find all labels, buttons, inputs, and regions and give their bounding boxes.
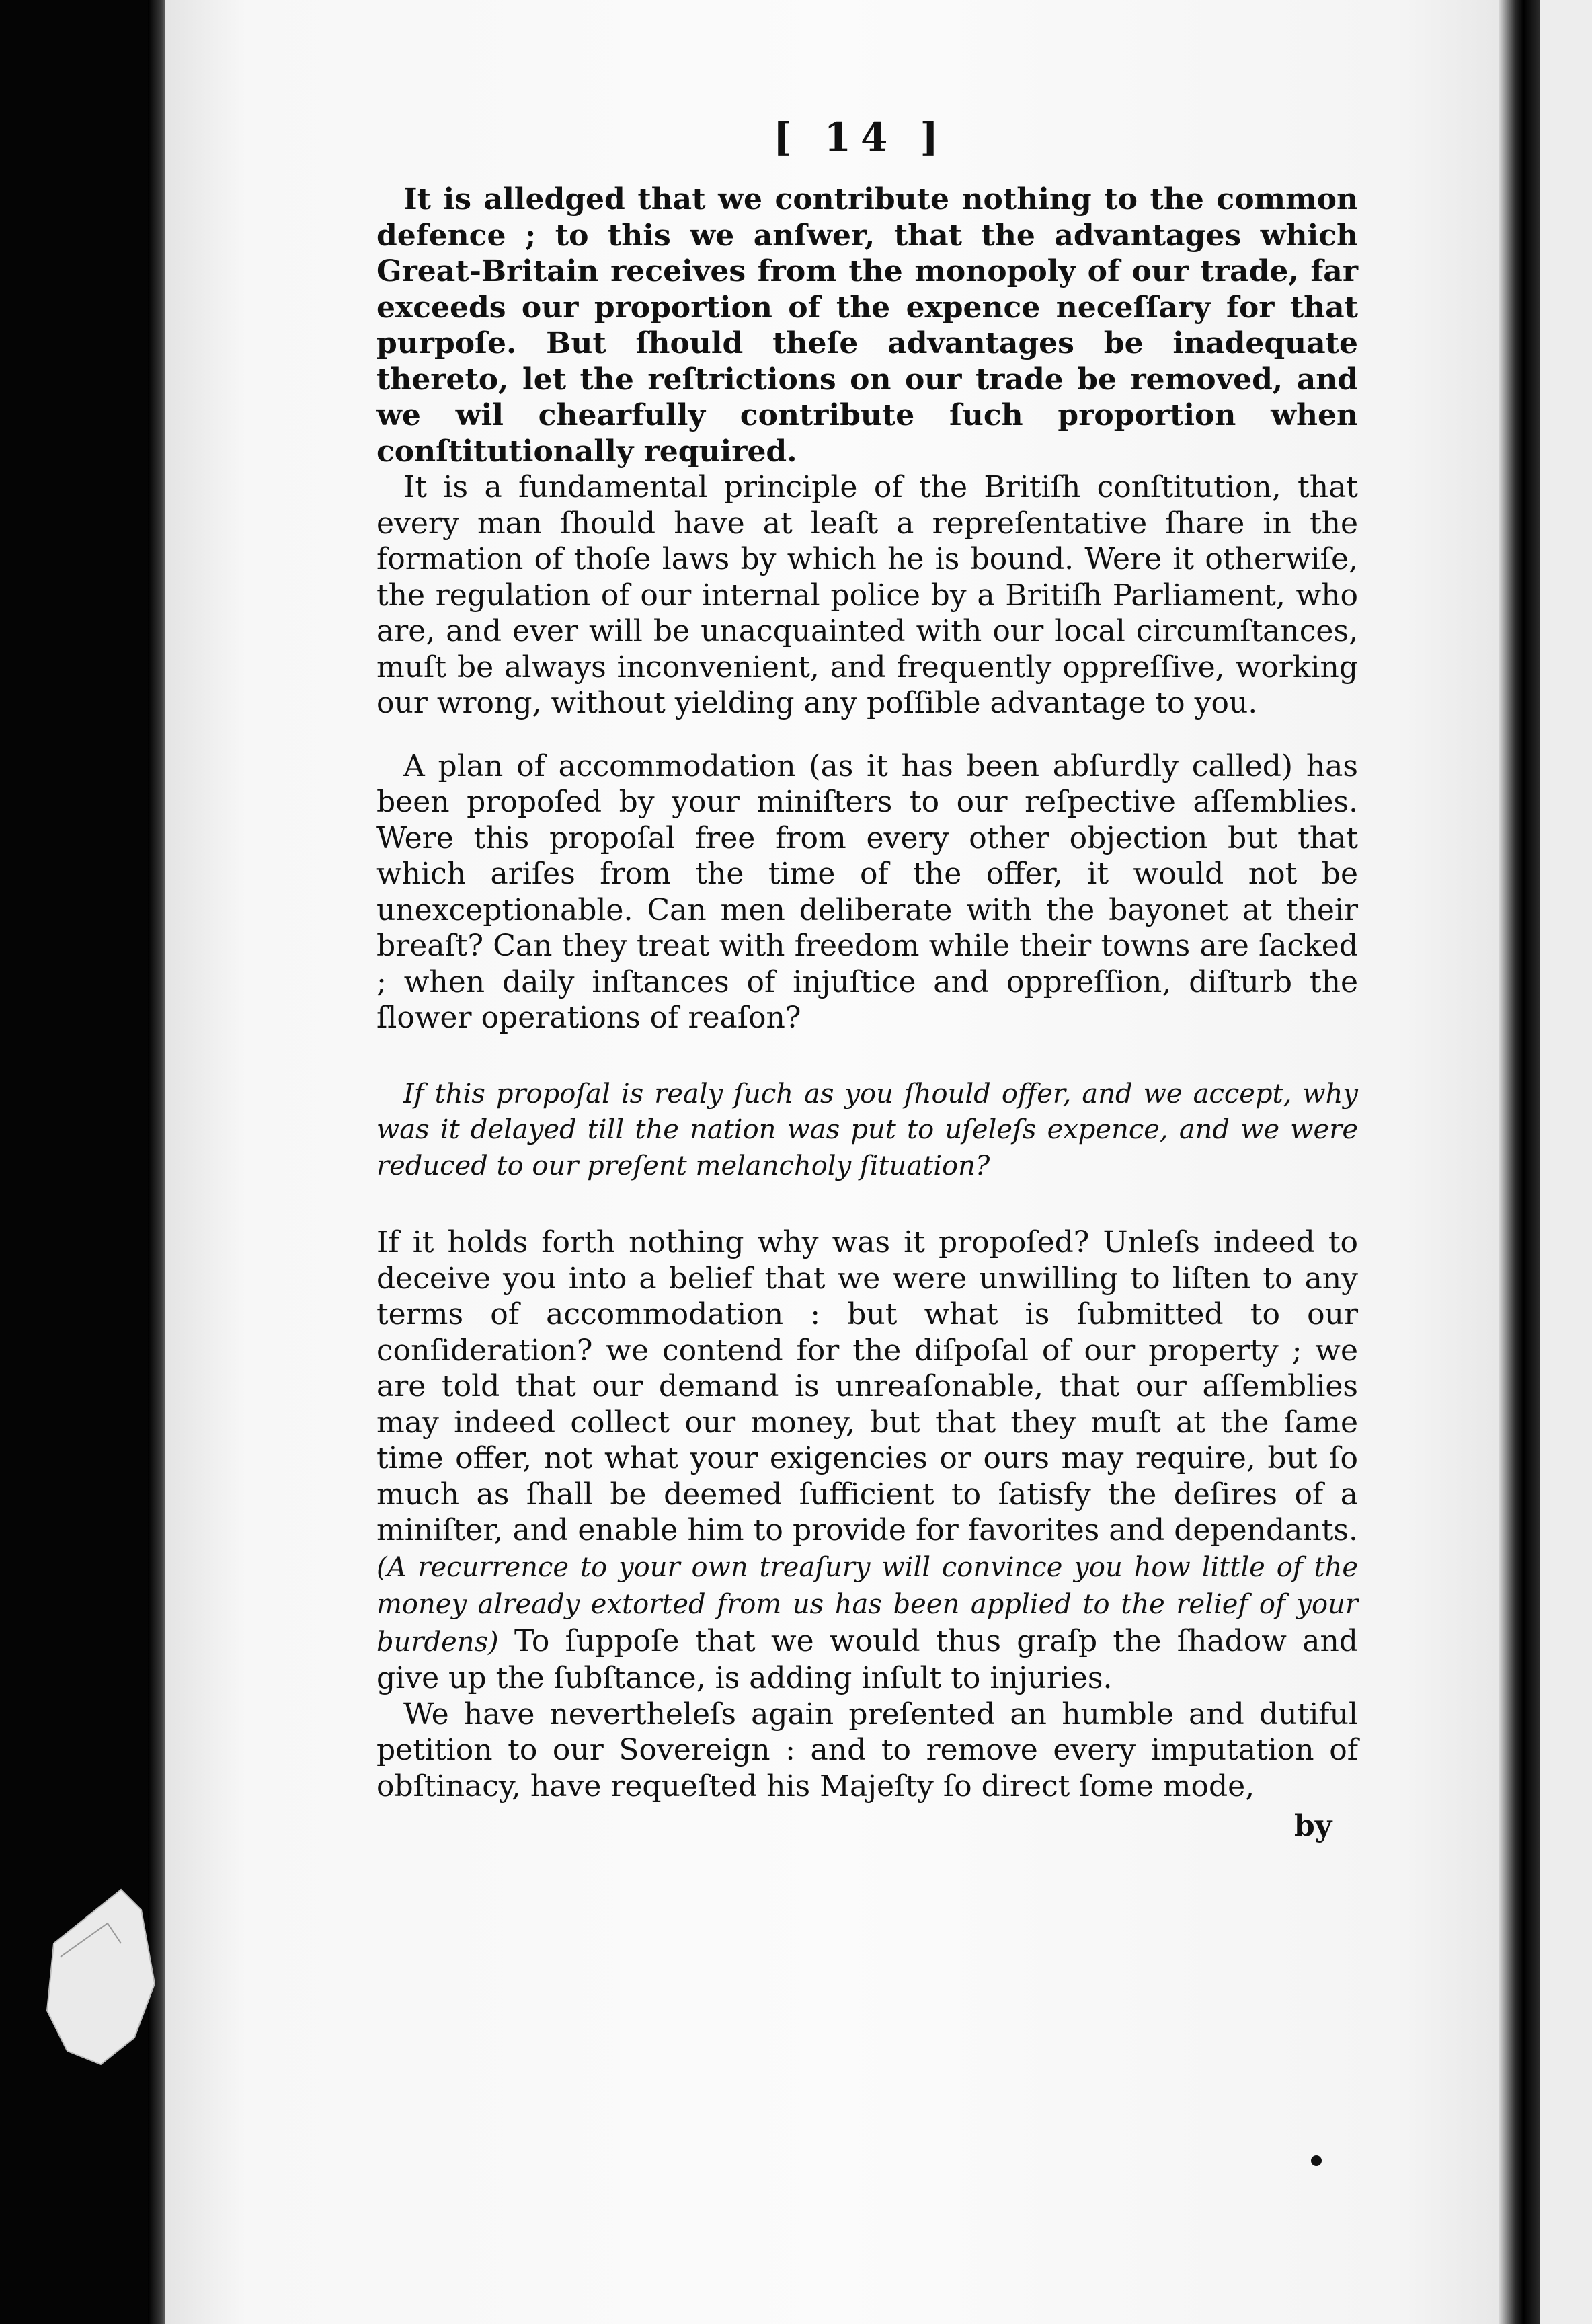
paragraph-common-defence: It is alledged that we contribute nothing to the common defence ; to this we anſwer, that the advantages which Great-Britain receives from the monopoly of our trade, far exceeds our proportion of the expence neceſſary for that purpoſe. But ſhould theſe advantages be inadequate thereto, let the reſtrictions on our trade be removed, and we wil chearfully contribute ſuch proportion when conſtitutionally required. bbox=[376, 182, 1358, 469]
paragraph-shadow-substance: To ſuppoſe that we would thus graſp the ſhadow and give up the ſubſtance, is adding inſult to injuries. bbox=[376, 1623, 1358, 1695]
book-gutter bbox=[1499, 0, 1540, 2324]
catchword: by bbox=[1294, 1809, 1332, 1843]
paragraph-spacer bbox=[376, 722, 1358, 748]
paragraph-british-constitution: It is a fundamental principle of the Britiſh conſtitution, that every man ſhould have at leaſt a repreſentative ſhare in the formation of thoſe laws by which he is bound. Were it otherwiſe, the regulation of our internal police by a Britiſh Parliament, who are, and ever will be unacquainted with our local circumſtances, muſt be always inconvenient, and frequently oppreſſive, working our wrong, without yielding any poſſible advantage to you. bbox=[376, 470, 1358, 720]
paragraph-holds-forth-nothing bbox=[376, 1225, 1358, 1695]
page-number: [ 14 ] bbox=[773, 114, 948, 160]
torn-paper-fragment bbox=[40, 1863, 175, 2078]
paragraph-petition: We have nevertheleſs again preſented an humble and dutiful petition to our Sovereign : and to remove every imputation of obſtinacy, have requeſted his Majeſty ſo direct ſome mode, bbox=[376, 1697, 1358, 1804]
paragraph-holds-forth-text: If it holds forth nothing why was it propoſed? Unleſs indeed to deceive you into a belief that we were unwilling to liſten to any terms of accommodation : but what is ſubmitted to our conſideration? we contend for the diſpoſal of our property ; we are told that our demand is unreaſonable, that our aſſemblies may indeed collect our money, but that they muſt at the ſame time offer, not what your exigencies or ours may require, but ſo much as ſhall be deemed ſufficient to ſatisfy the deſires of a miniſter, and enable him to provide for favorites and dependants. bbox=[376, 1225, 1358, 1547]
italic-treasury-note: (A recurrence to your own treaſury will convince you how little of the money already extorted from us has been applied to the relief of your burdens) bbox=[376, 1551, 1358, 1658]
paragraph-plan-of-accommodation: A plan of accommodation (as it has been abſurdly called) has been propoſed by your miniſters to our reſpective aſſemblies. Were this propoſal free from every other objection but that which ariſes from the time of the offer, it would not be unexceptionable. Can men deliberate with the bayonet at their breaſt? Can they treat with freedom while their towns are ſacked ; when daily inſtances of injuſtice and oppreſſion, diſturb the ſlower operations of reaſon? bbox=[376, 748, 1358, 1035]
paragraph-italic-proposal: If this propoſal is realy ſuch as you ſhould offer, and we accept, why was it delayed till the nation was put to uſeleſs expence, and we were reduced to our preſent melancholy ſituation? bbox=[376, 1078, 1358, 1182]
ink-dot bbox=[1311, 2155, 1322, 2166]
paragraph-spacer bbox=[376, 1036, 1358, 1077]
body-text bbox=[376, 182, 1358, 1804]
adjacent-page-edge bbox=[1540, 0, 1592, 2324]
paragraph-spacer bbox=[376, 1184, 1358, 1225]
